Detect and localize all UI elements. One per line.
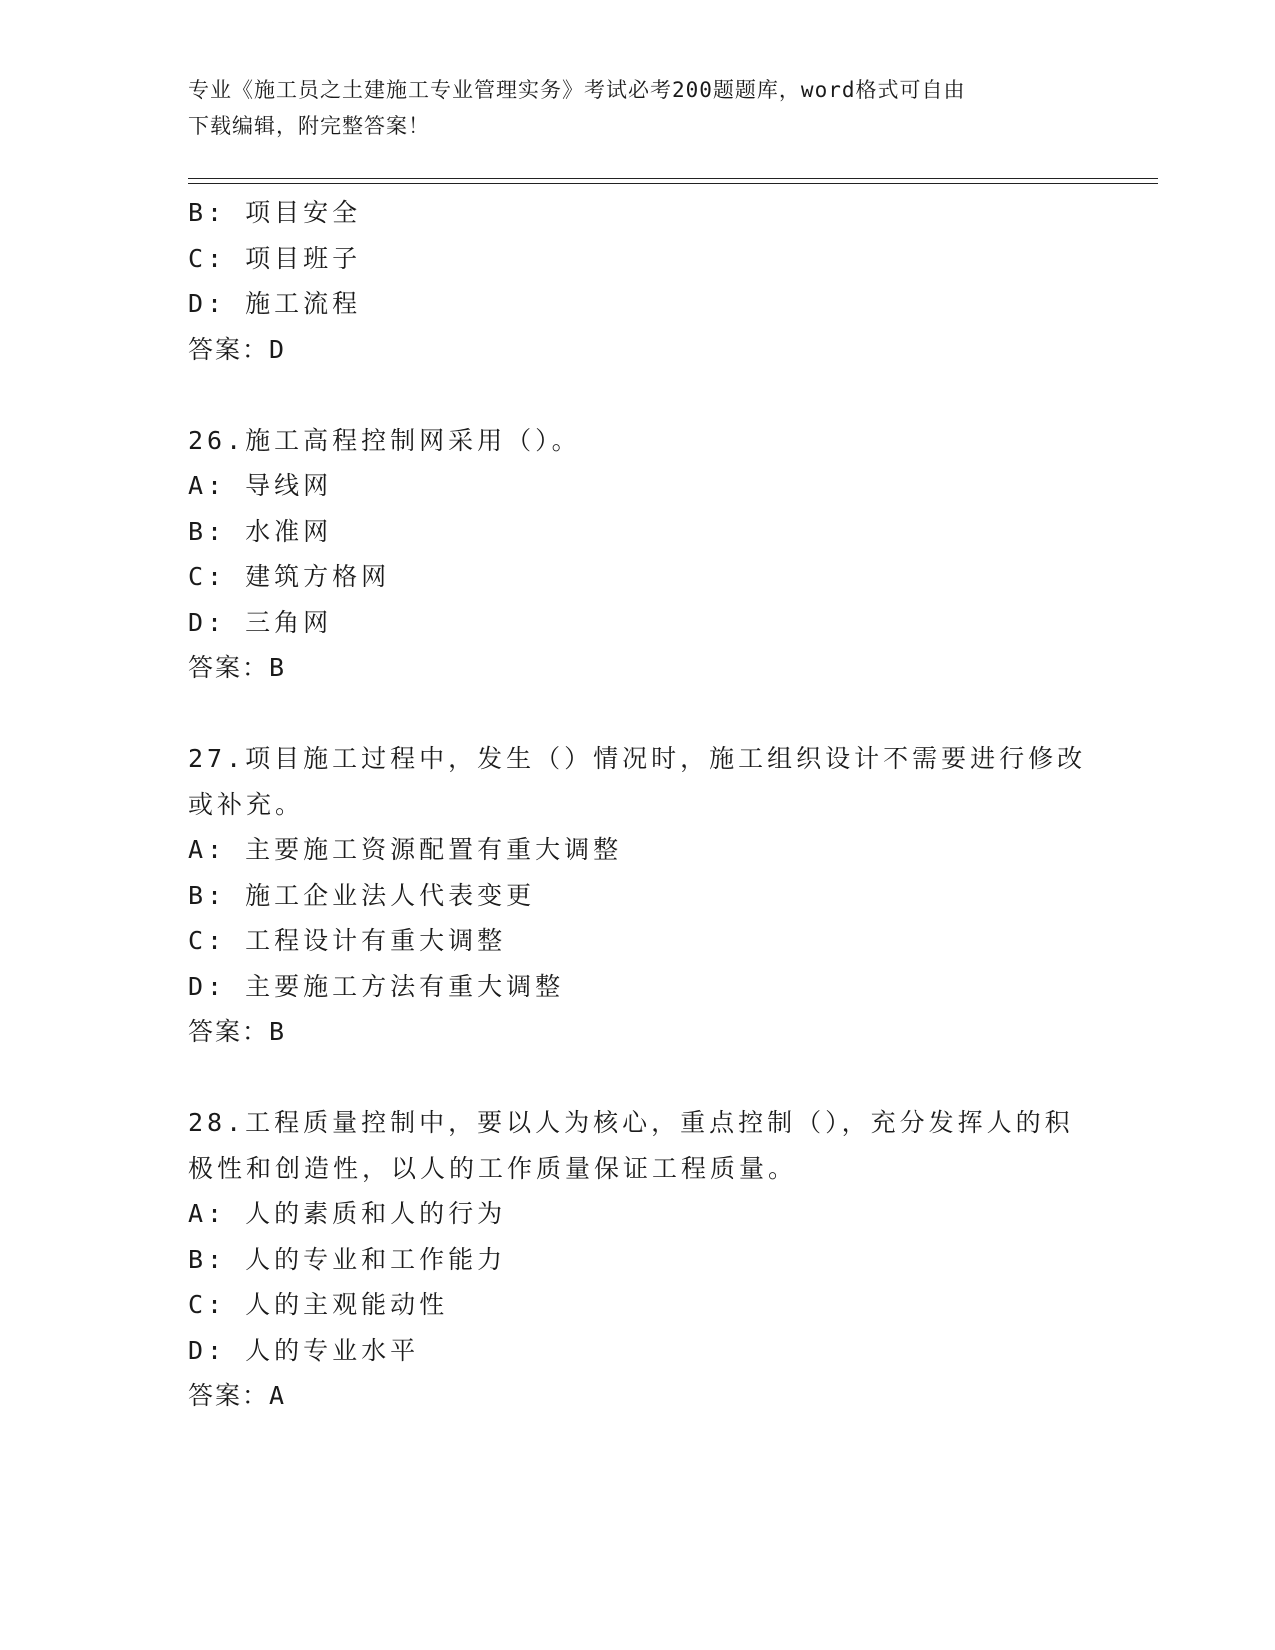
option-c: C: 项目班子 [188, 243, 362, 273]
header-line-1: 专业《施工员之土建施工专业管理实务》考试必考200题题库，word格式可自由 [188, 78, 966, 102]
option-c: C: 工程设计有重大调整 [188, 926, 507, 955]
option-d: D: 施工流程 [188, 289, 362, 318]
spacer [188, 1055, 1088, 1101]
option-d: D: 人的专业水平 [188, 1335, 420, 1365]
answer-line: 答案：D [188, 334, 287, 364]
spacer [188, 372, 1088, 418]
header-divider-top [188, 178, 1158, 179]
answer-line: 答案：B [188, 1017, 287, 1046]
question-block-25 [188, 190, 1088, 372]
option-a: A: 导线网 [188, 471, 333, 500]
question-block-27 [188, 736, 1088, 1055]
question-text-line-2: 或补充。 [188, 789, 305, 819]
option-b: B: 施工企业法人代表变更 [188, 880, 536, 910]
question-text: 26.施工高程控制网采用（）。 [188, 425, 581, 455]
question-text-line-1: 27.项目施工过程中，发生（）情况时，施工组织设计不需要进行修改 [188, 744, 1087, 773]
header-divider-bottom [188, 183, 1158, 184]
option-b: B: 项目安全 [188, 198, 362, 227]
document-header [188, 72, 1068, 144]
question-block-26 [188, 418, 1088, 691]
question-text-line-2: 极性和创造性，以人的工作质量保证工程质量。 [188, 1153, 798, 1183]
option-d: D: 主要施工方法有重大调整 [188, 971, 565, 1001]
question-list [188, 190, 1088, 1419]
spacer [188, 691, 1088, 737]
option-c: C: 人的主观能动性 [188, 1290, 449, 1319]
option-b: B: 人的专业和工作能力 [188, 1244, 507, 1274]
question-text-line-1: 28.工程质量控制中，要以人为核心，重点控制（），充分发挥人的积 [188, 1108, 1074, 1137]
option-d: D: 三角网 [188, 607, 333, 637]
answer-line: 答案：A [188, 1381, 287, 1410]
option-a: A: 主要施工资源配置有重大调整 [188, 835, 623, 864]
answer-line: 答案：B [188, 653, 287, 682]
option-b: B: 水准网 [188, 516, 333, 546]
header-line-2: 下载编辑，附完整答案！ [188, 114, 430, 138]
question-block-28 [188, 1100, 1088, 1419]
option-a: A: 人的素质和人的行为 [188, 1199, 507, 1228]
option-c: C: 建筑方格网 [188, 562, 391, 591]
